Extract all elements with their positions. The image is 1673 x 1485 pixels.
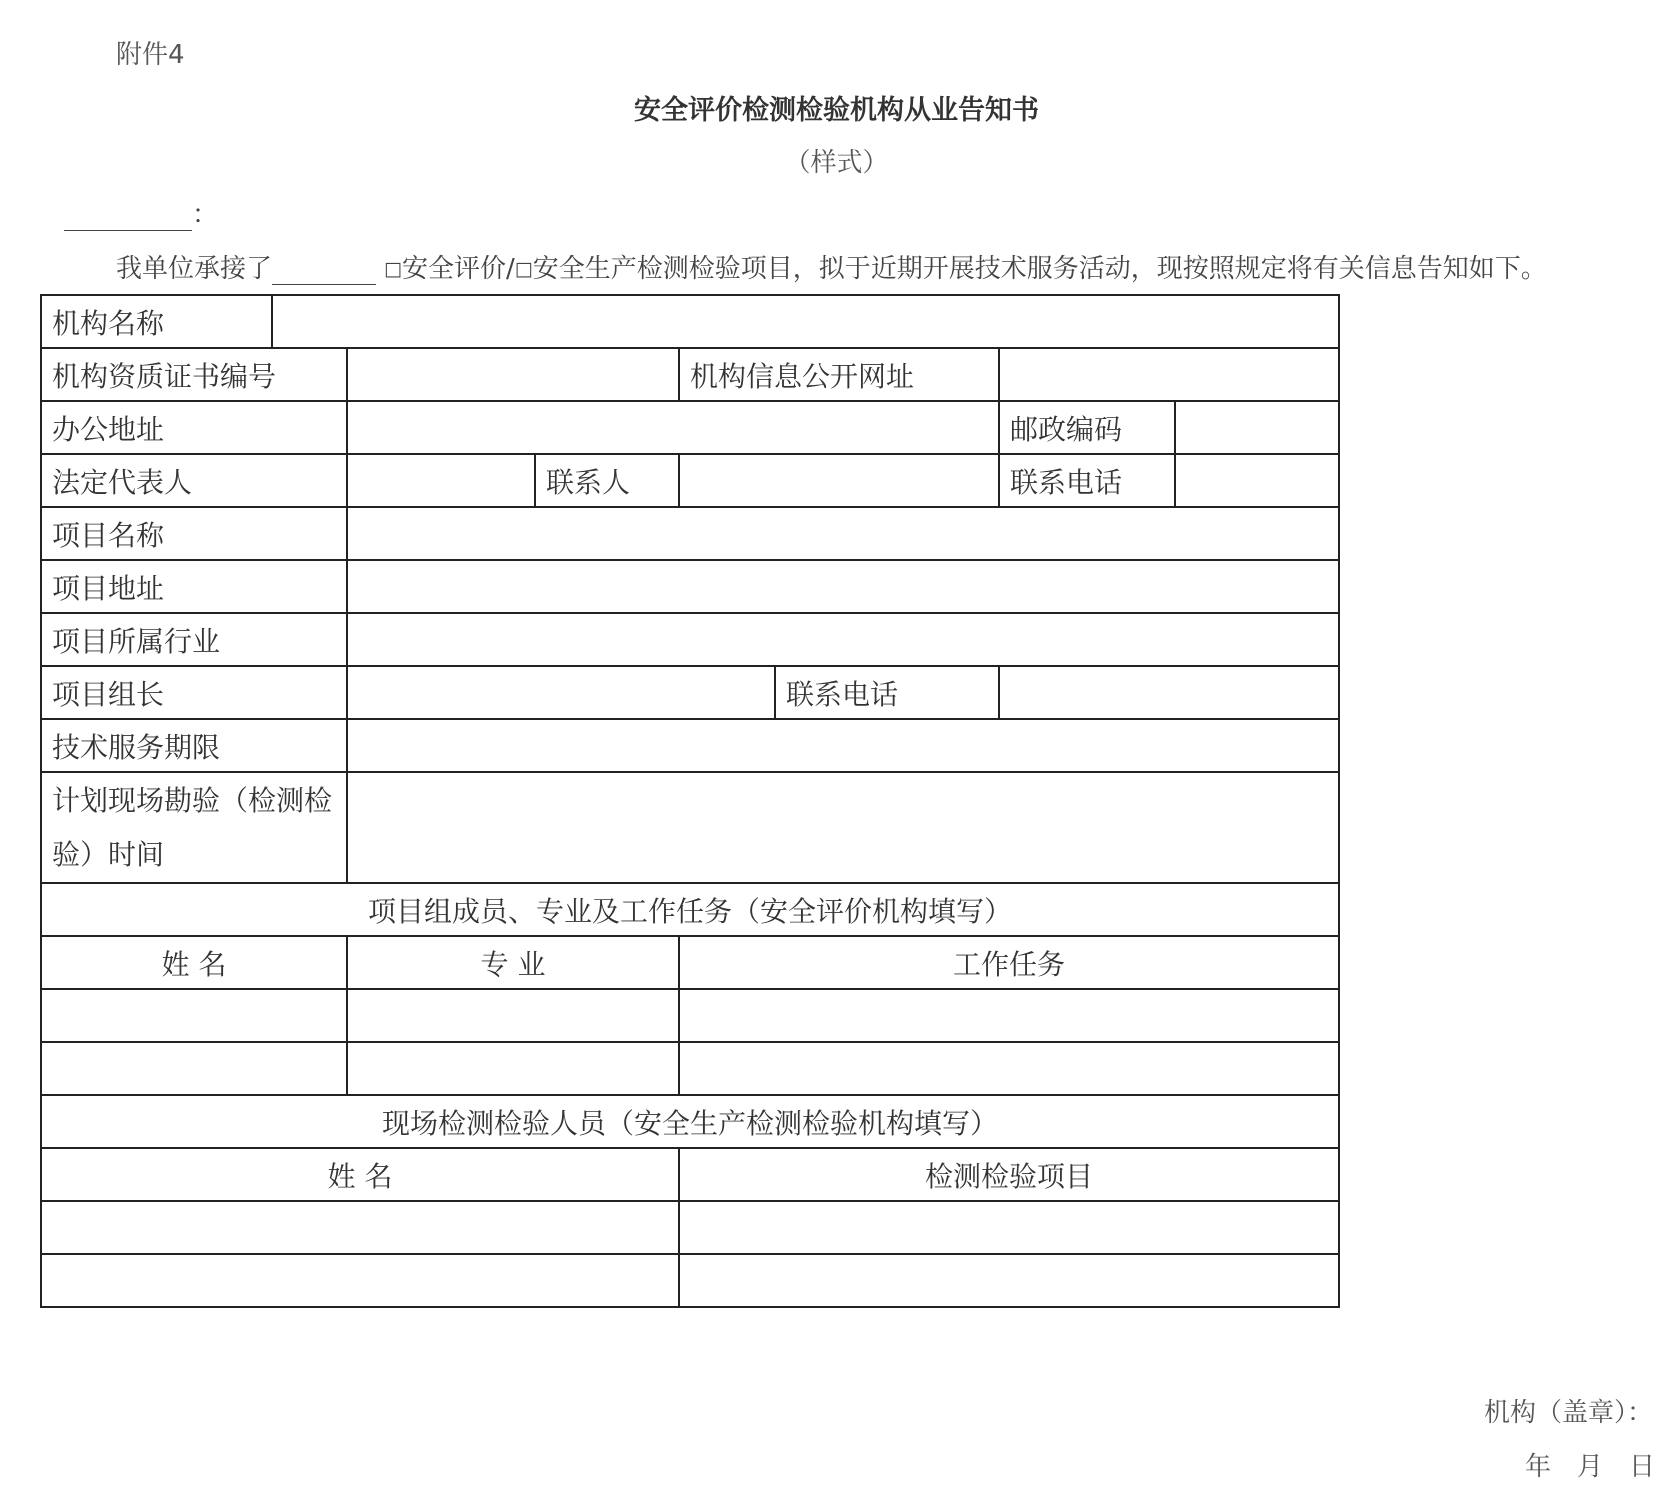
table-row	[41, 454, 1339, 507]
inspector-name-field[interactable]	[41, 1254, 679, 1307]
inspector-items-field[interactable]	[679, 1201, 1339, 1254]
intro-blank[interactable]	[272, 258, 376, 285]
table-row	[41, 507, 1339, 560]
project-address-field[interactable]	[347, 560, 1339, 613]
addressee-blank[interactable]	[64, 202, 192, 231]
addressee-line	[64, 194, 218, 231]
info-url-field[interactable]	[999, 348, 1339, 401]
table-row	[41, 1201, 1339, 1254]
service-period-field[interactable]	[347, 719, 1339, 772]
intro-prefix: 我单位承接了	[116, 254, 273, 284]
seal-label: 机构（盖章）：	[1483, 1398, 1653, 1428]
member-major-field[interactable]	[347, 989, 679, 1042]
table-row	[41, 613, 1339, 666]
table-row	[41, 772, 1339, 883]
members-col-major: 专 业	[347, 936, 679, 989]
legal-rep-label: 法定代表人	[41, 454, 347, 507]
table-row	[41, 989, 1339, 1042]
notification-form-table	[40, 294, 1340, 1308]
checkbox-safety-evaluation[interactable]: □	[384, 258, 402, 280]
members-col-name: 姓 名	[41, 936, 347, 989]
table-row	[41, 1042, 1339, 1095]
org-name-label: 机构名称	[41, 295, 272, 348]
table-row	[41, 936, 1339, 989]
checkbox-safety-inspection[interactable]: □	[514, 258, 533, 280]
project-address-label: 项目地址	[41, 560, 347, 613]
contact-field[interactable]	[679, 454, 999, 507]
members-col-task: 工作任务	[679, 936, 1339, 989]
table-row	[41, 348, 1339, 401]
project-leader-label: 项目组长	[41, 666, 347, 719]
postcode-label: 邮政编码	[999, 401, 1175, 454]
member-name-field[interactable]	[41, 1042, 347, 1095]
cert-no-label: 机构资质证书编号	[41, 348, 347, 401]
addressee-colon: ：	[192, 200, 219, 230]
info-url-label: 机构信息公开网址	[679, 348, 999, 401]
project-name-label: 项目名称	[41, 507, 347, 560]
leader-phone-label: 联系电话	[775, 666, 999, 719]
members-section-header: 项目组成员、专业及工作任务（安全评价机构填写）	[41, 883, 1339, 936]
cert-no-field[interactable]	[347, 348, 679, 401]
project-industry-field[interactable]	[347, 613, 1339, 666]
intro-suffix: 安全生产检测检验项目，拟于近期开展技术服务活动，现按照规定将有关信息告知如下。	[532, 254, 1547, 284]
option-safety-evaluation: 安全评价/	[401, 254, 515, 284]
inspector-name-field[interactable]	[41, 1201, 679, 1254]
contact-phone-label: 联系电话	[999, 454, 1175, 507]
table-row	[41, 295, 1339, 348]
table-row	[41, 560, 1339, 613]
contact-label: 联系人	[535, 454, 679, 507]
inspectors-col-items: 检测检验项目	[679, 1148, 1339, 1201]
postcode-field[interactable]	[1175, 401, 1339, 454]
office-address-label: 办公地址	[41, 401, 347, 454]
project-industry-label: 项目所属行业	[41, 613, 347, 666]
service-period-label: 技术服务期限	[41, 719, 347, 772]
project-leader-field[interactable]	[347, 666, 775, 719]
table-row	[41, 883, 1339, 936]
inspectors-col-name: 姓 名	[41, 1148, 679, 1201]
table-row	[41, 1254, 1339, 1307]
table-row	[41, 1095, 1339, 1148]
attachment-label: 附件4	[116, 40, 185, 70]
intro-paragraph	[116, 248, 1547, 285]
leader-phone-field[interactable]	[999, 666, 1339, 719]
member-task-field[interactable]	[679, 1042, 1339, 1095]
date-label: 年 月 日	[1524, 1452, 1655, 1482]
document-title: 安全评价检测检验机构从业告知书	[634, 95, 1039, 126]
member-task-field[interactable]	[679, 989, 1339, 1042]
table-row	[41, 401, 1339, 454]
member-major-field[interactable]	[347, 1042, 679, 1095]
document-subtitle: （样式）	[784, 148, 889, 178]
legal-rep-field[interactable]	[347, 454, 535, 507]
inspectors-section-header: 现场检测检验人员（安全生产检测检验机构填写）	[41, 1095, 1339, 1148]
project-name-field[interactable]	[347, 507, 1339, 560]
org-name-field[interactable]	[272, 295, 1339, 348]
site-time-label: 计划现场勘验（检测检验）时间	[41, 772, 347, 883]
table-row	[41, 666, 1339, 719]
site-time-field[interactable]	[347, 772, 1339, 883]
member-name-field[interactable]	[41, 989, 347, 1042]
contact-phone-field[interactable]	[1175, 454, 1339, 507]
table-row	[41, 719, 1339, 772]
table-row	[41, 1148, 1339, 1201]
office-address-field[interactable]	[347, 401, 999, 454]
inspector-items-field[interactable]	[679, 1254, 1339, 1307]
